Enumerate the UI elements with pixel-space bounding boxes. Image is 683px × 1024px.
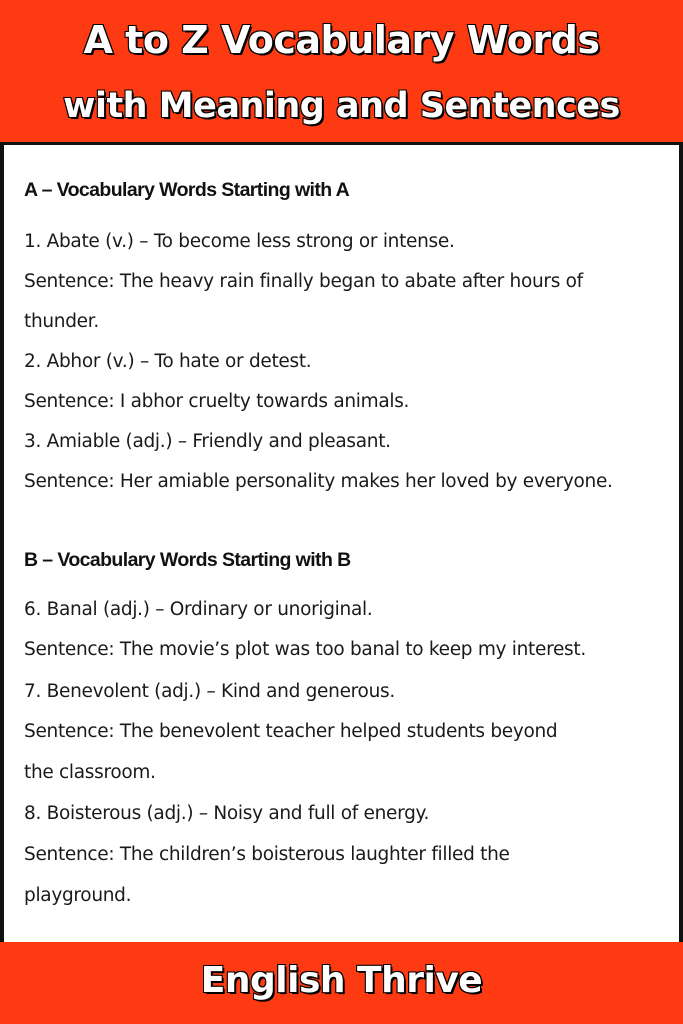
sentence-abate-cont: thunder. [24,311,99,332]
content-panel [0,142,683,942]
sentence-benevolent-cont: the classroom. [24,762,156,783]
word-entry-abhor: 2. Abhor (v.) – To hate or detest. [24,351,312,372]
word-entry-amiable: 3. Amiable (adj.) – Friendly and pleasant. [24,431,391,452]
sentence-boisterous: Sentence: The children’s boisterous laughter filled the [24,844,510,865]
sentence-benevolent: Sentence: The benevolent teacher helped students beyond [24,721,558,742]
word-entry-boisterous: 8. Boisterous (adj.) – Noisy and full of energy. [24,803,430,824]
word-entry-abate: 1. Abate (v.) – To become less strong or intense. [24,231,455,252]
word-entry-benevolent: 7. Benevolent (adj.) – Kind and generous. [24,681,395,702]
sentence-amiable: Sentence: Her amiable personality makes her loved by everyone. [24,471,613,492]
section-heading-b: B – Vocabulary Words Starting with B [24,549,351,571]
page-title: A to Z Vocabulary Words [83,18,600,62]
footer-banner [0,942,683,1024]
section-heading-a: A – Vocabulary Words Starting with A [24,179,350,201]
page-subtitle: with Meaning and Sentences [63,86,620,126]
sentence-banal: Sentence: The movie’s plot was too banal to keep my interest. [24,639,586,660]
sentence-boisterous-cont: playground. [24,885,132,906]
header-banner [0,0,683,145]
sentence-abate: Sentence: The heavy rain finally began to abate after hours of [24,271,583,292]
sentence-abhor: Sentence: I abhor cruelty towards animals. [24,391,410,412]
word-entry-banal: 6. Banal (adj.) – Ordinary or unoriginal. [24,599,373,620]
brand-name: English Thrive [200,960,483,1001]
